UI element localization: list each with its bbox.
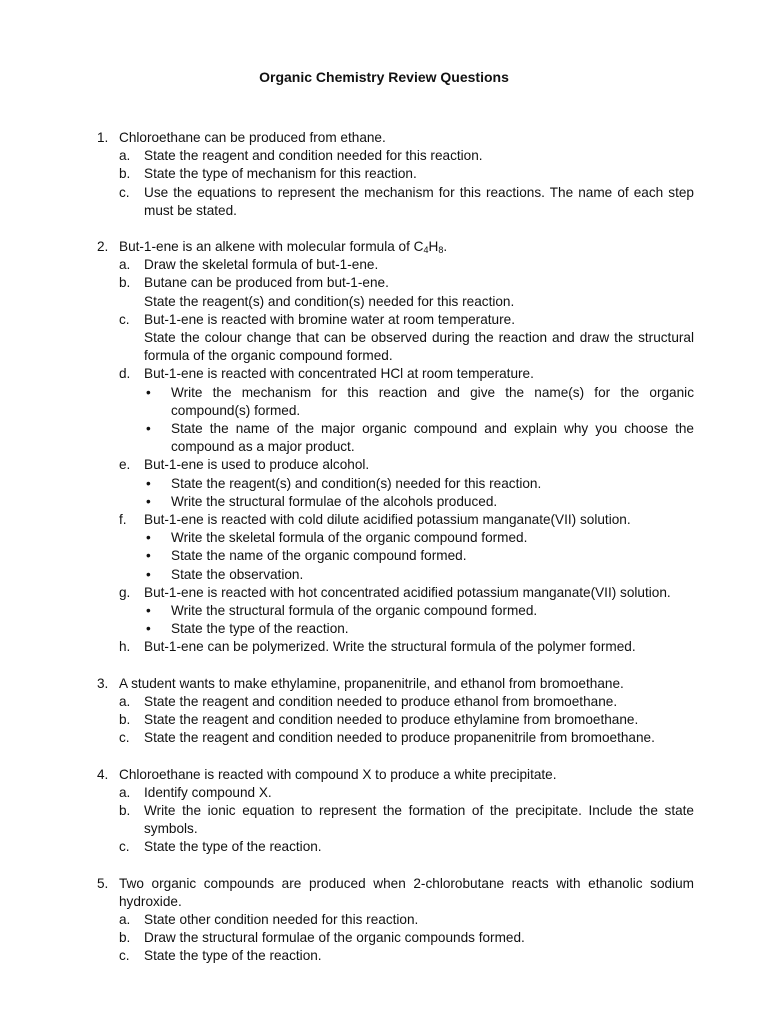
question — [97, 129, 694, 220]
sub-question-text: State the reagent and condition needed to produce ethylamine from bromoethane. — [144, 712, 639, 728]
sub-question-letter: b. — [119, 802, 131, 818]
sub-question — [119, 274, 694, 310]
sub-question-text: Identify compound X. — [144, 784, 272, 800]
sub-question-text: State the type of the reaction. — [144, 839, 322, 855]
sub-question-letter: a. — [119, 693, 131, 709]
sub-question — [119, 947, 694, 965]
sub-question-letter: d. — [119, 366, 131, 382]
sub-question — [119, 729, 694, 747]
subscript: 4 — [423, 245, 429, 256]
question-body — [119, 675, 694, 748]
sub-question — [119, 802, 694, 838]
bullet-icon: • — [146, 421, 151, 437]
sub-question — [119, 147, 694, 165]
sub-question-text: State the colour change that can be observed during the reaction and draw the structural formula of the organic compound formed. — [144, 330, 694, 364]
sub-question — [119, 511, 694, 584]
question-body — [119, 129, 694, 220]
question — [97, 766, 694, 857]
bullet-item — [146, 384, 694, 420]
sub-question-letter: f. — [119, 512, 127, 528]
question-stem: Chloroethane can be produced from ethane. — [119, 130, 386, 145]
bullet-text: State the type of the reaction. — [171, 621, 349, 637]
sub-question-text: But-1-ene is reacted with bromine water at room temperature. — [144, 311, 515, 327]
sub-question-letter: c. — [119, 730, 130, 746]
question-stem: A student wants to make ethylamine, propanenitrile, and ethanol from bromoethane. — [119, 675, 624, 691]
sub-question-text: State the reagent(s) and condition(s) needed for this reaction. — [144, 293, 515, 309]
bullet-text: Write the structural formulae of the alcohols produced. — [171, 493, 498, 509]
sub-question-letter: e. — [119, 457, 131, 473]
sub-question-body — [144, 584, 694, 639]
sub-question-letter: c. — [119, 839, 130, 855]
stem-text: H — [428, 239, 439, 255]
sub-question-text: But-1-ene is reacted with hot concentrated acidified potassium manganate(VII) solution. — [144, 584, 671, 600]
bullet-item — [146, 566, 694, 584]
sub-question-body — [144, 165, 694, 183]
bullet-text: State the reagent(s) and condition(s) needed for this reaction. — [171, 475, 542, 491]
sub-question-letter: c. — [119, 311, 130, 327]
bullet-text: State the name of the major organic compound and explain why you choose the compound as a major product. — [171, 421, 694, 455]
question-stem — [119, 238, 694, 256]
sub-question — [119, 911, 694, 929]
sub-question — [119, 256, 694, 274]
sub-question — [119, 711, 694, 729]
sub-question-text: Use the equations to represent the mechanism for this reactions. The name of each step must be stated. — [144, 184, 694, 218]
sub-question-body — [144, 274, 694, 310]
sub-question-letter: c. — [119, 184, 130, 200]
bullet-icon: • — [146, 566, 151, 582]
sub-question-body — [144, 784, 694, 802]
sub-question — [119, 165, 694, 183]
question-number: 3. — [97, 675, 109, 691]
sub-question-text: State the type of mechanism for this reaction. — [144, 166, 417, 182]
bullet-icon: • — [146, 603, 151, 619]
sub-question-letter: b. — [119, 930, 131, 946]
question-body — [119, 766, 694, 857]
sub-question-text: State the reagent and condition needed for this reaction. — [144, 148, 483, 164]
sub-question-body — [144, 693, 694, 711]
sub-question-text: But-1-ene is reacted with concentrated HCl at room temperature. — [144, 366, 534, 382]
bullet-icon: • — [146, 530, 151, 546]
question — [97, 238, 694, 657]
sub-question-text: But-1-ene can be polymerized. Write the structural formula of the polymer formed. — [144, 639, 636, 655]
question-stem: Chloroethane is reacted with compound X to produce a white precipitate. — [119, 766, 557, 782]
sub-question — [119, 929, 694, 947]
sub-question-text: State the type of the reaction. — [144, 948, 322, 964]
bullet-icon: • — [146, 493, 151, 509]
sub-question-body — [144, 729, 694, 747]
sub-question-letter: b. — [119, 166, 131, 182]
sub-question-letter: h. — [119, 639, 131, 655]
sub-question-body — [144, 838, 694, 856]
sub-question-body — [144, 256, 694, 274]
sub-question-text: State the reagent and condition needed to produce propanenitrile from bromoethane. — [144, 730, 655, 746]
sub-question-body — [144, 929, 694, 947]
question-number: 1. — [97, 130, 109, 145]
question-body — [119, 238, 694, 657]
sub-question — [119, 365, 694, 456]
sub-question-body — [144, 456, 694, 511]
sub-question-body — [144, 147, 694, 165]
page-title: Organic Chemistry Review Questions — [259, 69, 509, 85]
bullet-item — [146, 529, 694, 547]
sub-question-text: Write the ionic equation to represent the formation of the precipitate. Include the state symbols. — [144, 802, 694, 837]
sub-question-letter: c. — [119, 948, 130, 964]
sub-question-text: Draw the structural formulae of the organic compounds formed. — [144, 930, 525, 946]
sub-question — [119, 311, 694, 366]
sub-question-letter: a. — [119, 148, 131, 164]
sub-question-body — [144, 802, 694, 838]
sub-question-letter: b. — [119, 275, 131, 291]
sub-question-letter: b. — [119, 712, 131, 728]
question-number: 4. — [97, 766, 109, 782]
bullet-text: Write the mechanism for this reaction and give the name(s) for the organic compound(s) formed. — [171, 384, 694, 418]
bullet-icon: • — [146, 548, 151, 564]
sub-question — [119, 584, 694, 639]
sub-question-letter: g. — [119, 584, 131, 600]
sub-question-letter: a. — [119, 257, 131, 273]
bullet-item — [146, 493, 694, 511]
sub-question-text: Butane can be produced from but-1-ene. — [144, 275, 389, 291]
sub-question-body — [144, 511, 694, 584]
sub-question — [119, 784, 694, 802]
question — [97, 875, 694, 966]
question-number: 5. — [97, 875, 109, 891]
sub-question-body — [144, 311, 694, 366]
bullet-item — [146, 620, 694, 638]
stem-text: . — [443, 239, 448, 255]
sub-question — [119, 693, 694, 711]
sub-question — [119, 184, 694, 220]
bullet-icon: • — [146, 475, 151, 491]
sub-question-body — [144, 184, 694, 220]
bullet-text: Write the skeletal formula of the organic compound formed. — [171, 530, 528, 546]
sub-question-text: But-1-ene is used to produce alcohol. — [144, 457, 370, 473]
bullet-item — [146, 547, 694, 565]
sub-question-body — [144, 947, 694, 965]
stem-text: But-1-ene is an alkene with molecular formula of C — [119, 239, 424, 255]
sub-question-text: State the reagent and condition needed to produce ethanol from bromoethane. — [144, 693, 618, 709]
bullet-item — [146, 602, 694, 620]
bullet-icon: • — [146, 621, 151, 637]
sub-question — [119, 838, 694, 856]
sub-question-letter: a. — [119, 911, 131, 927]
sub-question-body — [144, 638, 694, 656]
sub-question-text: State other condition needed for this reaction. — [144, 911, 419, 927]
bullet-text: State the name of the organic compound formed. — [171, 548, 467, 564]
sub-question-text: But-1-ene is reacted with cold dilute acidified potassium manganate(VII) solution. — [144, 512, 631, 528]
bullet-item — [146, 420, 694, 456]
sub-question-text: Draw the skeletal formula of but-1-ene. — [144, 257, 379, 273]
question-body — [119, 875, 694, 966]
bullet-text: Write the structural formula of the organic compound formed. — [171, 603, 538, 619]
sub-question-body — [144, 365, 694, 456]
question — [97, 675, 694, 748]
sub-question-letter: a. — [119, 784, 131, 800]
bullet-text: State the observation. — [171, 566, 304, 582]
question-stem: Two organic compounds are produced when 2-chlorobutane reacts with ethanolic sodium hydroxide. — [119, 875, 694, 909]
sub-question — [119, 638, 694, 656]
sub-question — [119, 456, 694, 511]
question-number: 2. — [97, 239, 109, 255]
sub-question-body — [144, 911, 694, 929]
subscript: 8 — [438, 245, 444, 256]
sub-question-body — [144, 711, 694, 729]
bullet-icon: • — [146, 384, 151, 400]
bullet-item — [146, 475, 694, 493]
question-list — [97, 129, 694, 984]
